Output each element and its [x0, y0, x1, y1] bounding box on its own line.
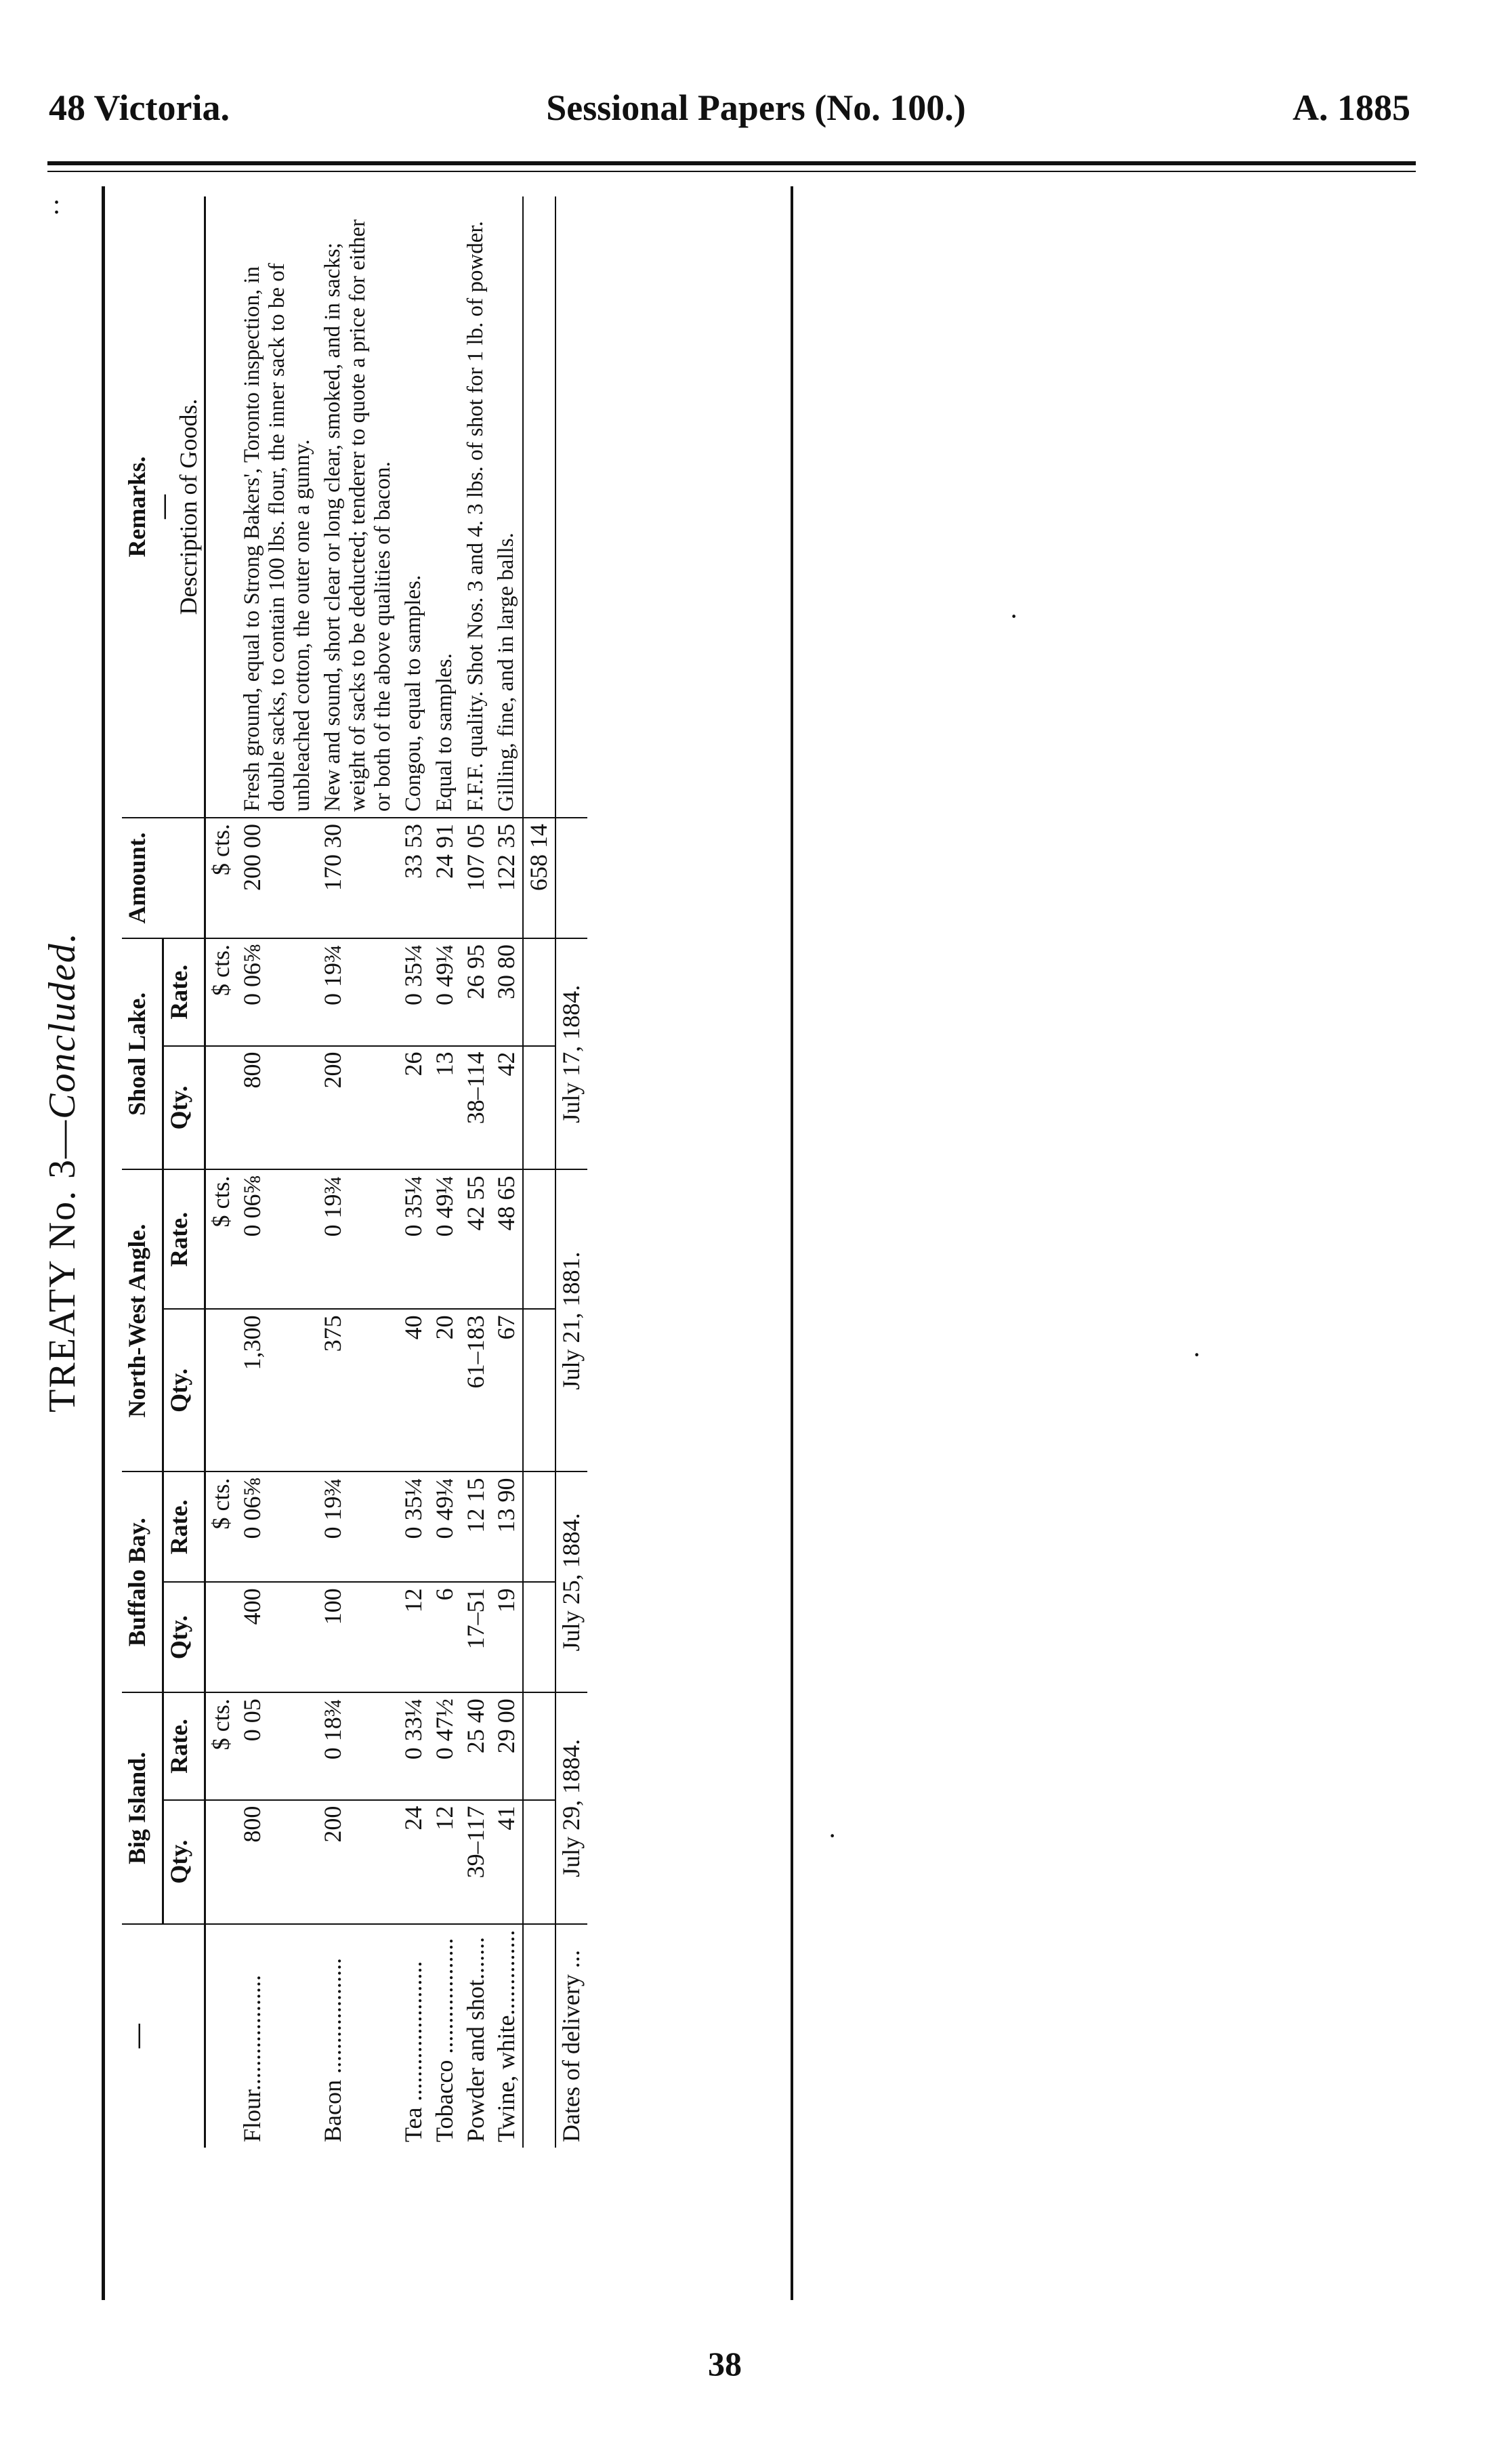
row-label: Tea .......................: [399, 1961, 427, 2142]
cell-remark: Fresh ground, equal to Strong Bakers', Toronto inspection, in double sacks, to contain 100 lbs. flour, the inner sack to be of unbleached cotton, the outer one a gunny.: [237, 196, 318, 818]
cell-remark: New and sound, short clear or long clear, smoked, and in sacks; weight of sacks to be deducted; tenderer to quote a price for either or both of the above qualities of bacon.: [318, 196, 398, 818]
cell-value: 48 65: [491, 1169, 523, 1309]
units-label: $ cts.: [205, 938, 237, 1046]
sl-rate-header: Rate.: [163, 938, 205, 1046]
units-label: $ cts.: [205, 818, 237, 938]
cell-value: 0 06⅝: [237, 938, 318, 1046]
cell-amount: 122 35: [491, 818, 523, 938]
header-rule-thick: [47, 161, 1416, 165]
cell-remark: Equal to samples.: [429, 196, 461, 818]
col-remarks: [122, 196, 205, 818]
header-session: 48 Victoria.: [49, 87, 230, 128]
cell-amount: 107 05: [461, 818, 492, 938]
cell-amount: 24 91: [429, 818, 461, 938]
table-row: [318, 196, 398, 2148]
cell-value: 0 19¾: [318, 1169, 398, 1309]
total-amount: 658 14: [523, 818, 555, 938]
row-label: Twine, white..............: [492, 1929, 520, 2142]
units-row: [205, 196, 237, 2148]
bb-qty-header: Qty.: [163, 1582, 205, 1692]
cell-value: 200: [318, 1800, 398, 1924]
cell-value: 0 33¼: [398, 1692, 429, 1799]
speck: ·: [1192, 1339, 1202, 1370]
cell-value: 0 35¼: [398, 1169, 429, 1309]
table-title: [41, 190, 84, 2154]
speck: ·: [828, 1820, 837, 1851]
cell-value: 400: [237, 1582, 318, 1692]
cell-amount: 170 30: [318, 818, 398, 938]
table-row: [429, 196, 461, 2148]
row-label: Powder and shot.......: [461, 1937, 489, 2142]
table-row: [398, 196, 429, 2148]
units-label: $ cts.: [205, 1169, 237, 1309]
cell-value: 39–117: [461, 1800, 492, 1924]
row-label: Bacon ...................: [319, 1958, 347, 2142]
nw-qty-header: Qty.: [163, 1309, 205, 1471]
dates-row: [555, 196, 587, 2148]
cell-value: 1,300: [237, 1309, 318, 1471]
cell-value: 800: [237, 1046, 318, 1170]
title-italic: Concluded.: [41, 932, 83, 1119]
cell-value: 0 35¼: [398, 1471, 429, 1582]
page-number: 38: [708, 2345, 742, 2383]
cell-value: 12: [398, 1582, 429, 1692]
cell-value: 0 19¾: [318, 938, 398, 1046]
cell-value: 13 90: [491, 1471, 523, 1582]
cell-value: 40: [398, 1309, 429, 1471]
cell-value: 0 05: [237, 1692, 318, 1799]
cell-amount: 33 53: [398, 818, 429, 938]
cell-value: 20: [429, 1309, 461, 1471]
remarks-subheader: Description of Goods.: [174, 398, 202, 615]
units-label: $ cts.: [205, 1692, 237, 1799]
cell-remark: Congou, equal to samples.: [398, 196, 429, 818]
cell-value: 0 06⅝: [237, 1169, 318, 1309]
cell-amount: 200 00: [237, 818, 318, 938]
cell-value: 12: [429, 1800, 461, 1924]
bi-rate-header: Rate.: [163, 1692, 205, 1799]
cell-value: 42: [491, 1046, 523, 1170]
units-label: $ cts.: [205, 1471, 237, 1582]
cell-value: 38–114: [461, 1046, 492, 1170]
total-row: [523, 196, 555, 2148]
cell-value: 26: [398, 1046, 429, 1170]
bb-rate-header: Rate.: [163, 1471, 205, 1582]
cell-value: 375: [318, 1309, 398, 1471]
remarks-dash: —: [148, 495, 176, 519]
remarks-header: Remarks.: [123, 456, 150, 558]
nw-rate-header: Rate.: [163, 1169, 205, 1309]
cell-value: 0 19¾: [318, 1471, 398, 1582]
row-label: Tobacco ...................: [430, 1938, 458, 2142]
cell-value: 61–183: [461, 1309, 492, 1471]
cell-value: 67: [491, 1309, 523, 1471]
cell-value: 25 40: [461, 1692, 492, 1799]
row-label: Flour...................: [238, 1974, 266, 2142]
cell-value: 42 55: [461, 1169, 492, 1309]
cell-value: 41: [491, 1800, 523, 1924]
dates-label: Dates of delivery ...: [555, 1924, 587, 2148]
bi-qty-header: Qty.: [163, 1800, 205, 1924]
title-main: TREATY No. 3—: [41, 1119, 83, 1413]
header-rule-thin: [47, 171, 1416, 172]
date-north-west-angle: July 21, 1881.: [555, 1169, 587, 1471]
col-big-island: Big Island.: [122, 1692, 163, 1923]
speck: ·: [1009, 601, 1019, 631]
header-title: Sessional Papers (No. 100.): [546, 87, 966, 128]
cell-remark: F.F.F. quality. Shot Nos. 3 and 4. 3 lbs. of shot for 1 lb. of powder.: [461, 196, 492, 818]
cell-value: 19: [491, 1582, 523, 1692]
cell-value: 26 95: [461, 938, 492, 1046]
cell-value: 6: [429, 1582, 461, 1692]
cell-value: 0 06⅝: [237, 1471, 318, 1582]
speck: :: [53, 189, 61, 220]
cell-value: 0 18¾: [318, 1692, 398, 1799]
cell-value: 0 47½: [429, 1692, 461, 1799]
cell-value: 0 49¼: [429, 938, 461, 1046]
date-buffalo-bay: July 25, 1884.: [555, 1471, 587, 1692]
cell-value: 29 00: [491, 1692, 523, 1799]
col-north-west-angle: North-West Angle.: [122, 1169, 163, 1471]
cell-value: 13: [429, 1046, 461, 1170]
col-amount: Amount.: [122, 818, 205, 938]
col-item-header: —: [122, 1924, 205, 2148]
col-buffalo-bay: Buffalo Bay.: [122, 1471, 163, 1692]
cell-value: 100: [318, 1582, 398, 1692]
table-row: [491, 196, 523, 2148]
table-row: [461, 196, 492, 2148]
cell-value: 200: [318, 1046, 398, 1170]
cell-value: 0 35¼: [398, 938, 429, 1046]
cell-value: 24: [398, 1800, 429, 1924]
table-row: [237, 196, 318, 2148]
cell-value: 800: [237, 1800, 318, 1924]
cell-value: 30 80: [491, 938, 523, 1046]
rotated-table-page: [41, 190, 796, 2154]
supply-table: [122, 196, 587, 2148]
col-shoal-lake: Shoal Lake.: [122, 938, 163, 1169]
date-shoal-lake: July 17, 1884.: [555, 938, 587, 1169]
date-big-island: July 29, 1884.: [555, 1692, 587, 1923]
cell-value: 17–51: [461, 1582, 492, 1692]
sl-qty-header: Qty.: [163, 1046, 205, 1170]
cell-value: 12 15: [461, 1471, 492, 1582]
header-year: A. 1885: [1293, 87, 1410, 128]
cell-remark: Gilling, fine, and in large balls.: [491, 196, 523, 818]
cell-value: 0 49¼: [429, 1169, 461, 1309]
cell-value: 0 49¼: [429, 1471, 461, 1582]
